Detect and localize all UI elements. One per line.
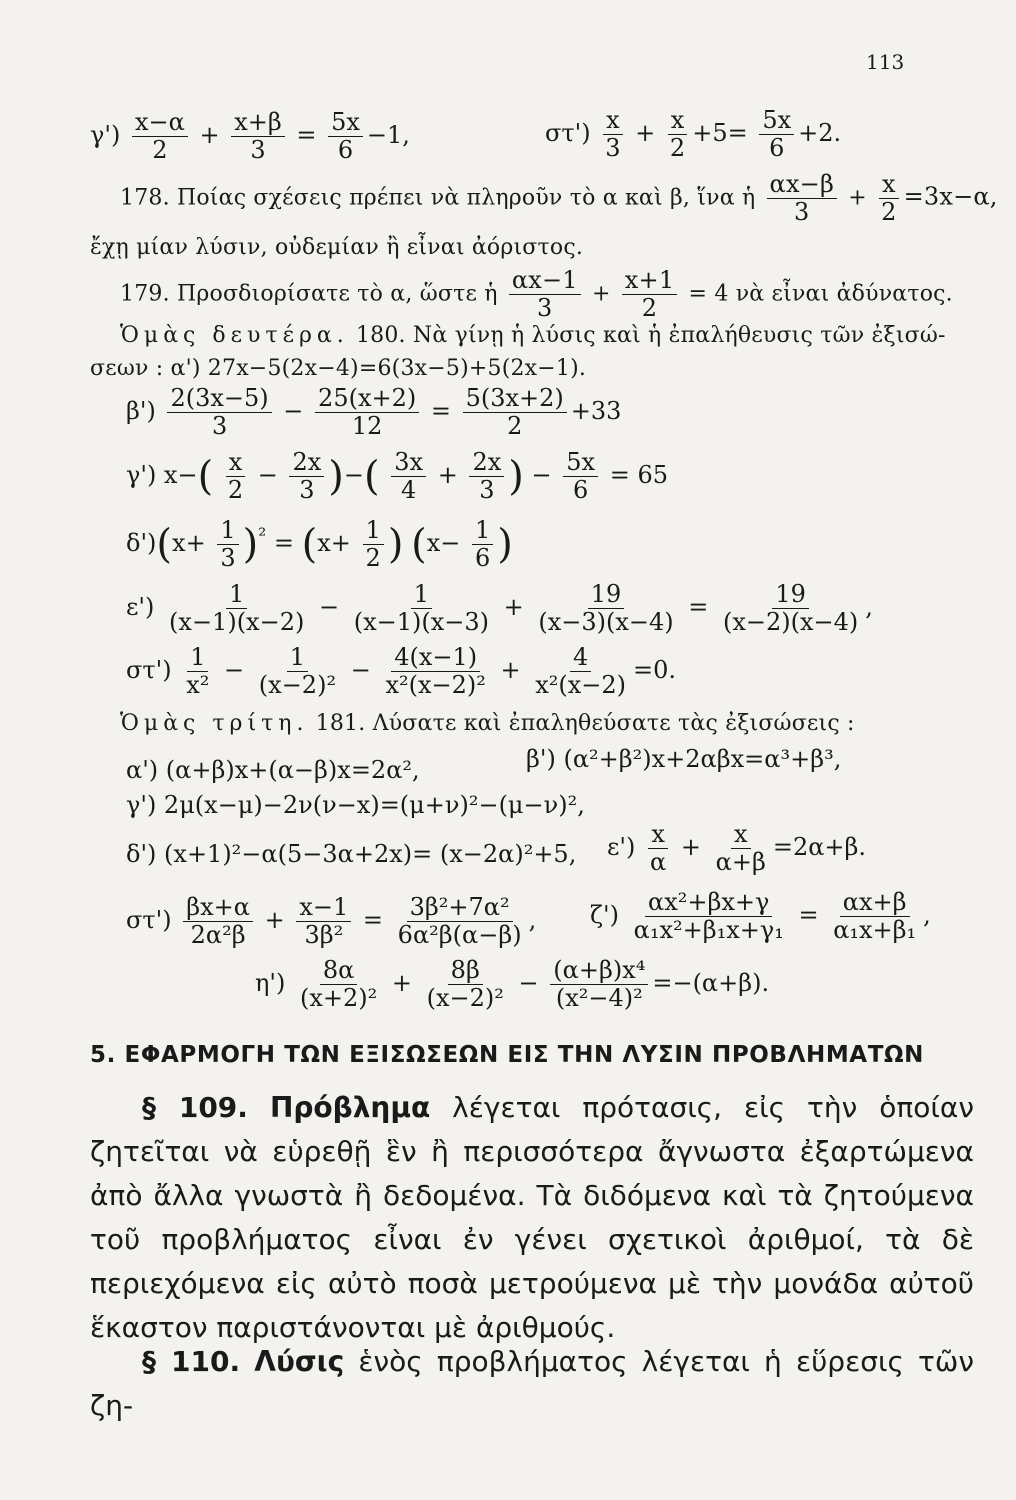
- fraction: $\frac{19}{(x-3)(x-4)}$: [538, 580, 674, 637]
- exercise-181-st: στ') $\frac{\beta x+\alpha}{\text{2α²β}}$ + $\frac{x-1}{\text{3β²}}$ = $\frac{\text{3β²+7α²}}{\text{6α²β(α−β)}}$ ,: [126, 893, 537, 950]
- problem-179: 179. Προσδιορίσατε τὸ α, ὥστε ἡ $\frac{\alpha x-1}{3}$ + $\frac{x+1}{2}$ = 4 νὰ εἶναι ἀδύνατος.: [120, 266, 953, 323]
- fraction: $\frac{1}{3}$: [217, 518, 238, 571]
- fraction: $\frac{x}{3}$: [602, 108, 623, 161]
- fraction: $\frac{x+\beta}{3}$: [231, 110, 285, 163]
- fraction: $\frac{\beta x+\alpha}{\text{2α²β}}$: [183, 895, 253, 948]
- fraction: $\frac{1}{6}$: [472, 518, 493, 571]
- exercise-180-beta: β') $\frac{2(3x-5)}{3}$ − $\frac{25(x+2)}{12}$ = $\frac{5(3x+2)}{2}$ +33: [126, 384, 622, 441]
- fraction: $\frac{5x}{6}$: [328, 110, 363, 163]
- fraction: $\frac{1}{(x-1)(x-3)}$: [353, 580, 489, 637]
- fraction: $\frac{\alpha x+\beta}{\text{α₁x+β₁}}$: [833, 888, 917, 945]
- fraction: $\frac{1}{\text{(x−2)²}}$: [258, 643, 337, 700]
- fraction: $\frac{1}{(x-1)(x-2)}$: [169, 580, 305, 637]
- section-heading: 5. ΕΦΑΡΜΟΓΗ ΤΩΝ ΕΞΙΣΩΣΕΩΝ ΕΙΣ ΤΗΝ ΛΥΣΙΝ ΠΡΟΒΛΗΜΑΤΩΝ: [90, 1042, 924, 1068]
- fraction: $\frac{x-\alpha}{2}$: [132, 110, 188, 163]
- group-title: Ὁμὰς τρίτη.: [120, 711, 309, 736]
- exercise-180-epsilon: ε') $\frac{1}{(x-1)(x-2)}$ − $\frac{1}{(x-1)(x-3)}$ + $\frac{19}{(x-3)(x-4)}$ = $\frac{19}{(x-2)(x-4)}$ ,: [126, 580, 873, 637]
- fraction: $\frac{\text{(α+β)x⁴}}{\text{(x²−4)²}}$: [550, 958, 648, 1011]
- fraction: $\frac{x}{2}$: [878, 172, 899, 225]
- label: γ'): [90, 121, 121, 150]
- fraction: $\frac{5x}{6}$: [563, 450, 598, 503]
- fraction: $\frac{x-1}{\text{3β²}}$: [296, 895, 351, 948]
- exercise-180-delta: δ')(x+ $\frac{1}{3}$ )$^{^2}$ = (x+ $\frac{1}{2}$ ) (x− $\frac{1}{6}$ ): [126, 516, 513, 573]
- group-2-heading: Ὁμὰς δευτέρα. 180. Νὰ γίνῃ ἡ λύσις καὶ ἡ ἐπαλήθευσις τῶν ἐξισώ-: [120, 323, 946, 348]
- exercise-181-beta: β') (α²+β²)x+2αβx=α³+β³,: [526, 745, 842, 773]
- exercise-181-gamma: γ') 2μ(x−μ)−2ν(ν−x)=(μ+ν)²−(μ−ν)²,: [126, 791, 585, 819]
- fraction: $\frac{\alpha x-\beta}{3}$: [767, 172, 838, 225]
- fraction: $\frac{2x}{3}$: [469, 450, 504, 503]
- exercise-181-zeta: ζ') $\frac{\text{αx²+βx+γ}}{\text{α₁x²+β₁x+γ₁}}$ = $\frac{\alpha x+\beta}{\text{α₁x+β₁}}$ ,: [590, 888, 931, 945]
- exercise-st: στ') $\frac{x}{3}$ + $\frac{x}{2}$ +5= $\frac{5x}{6}$ +2.: [545, 106, 842, 163]
- fraction: $\frac{2(3x-5)}{3}$: [167, 386, 271, 439]
- fraction: $\frac{1}{\text{x²}}$: [186, 643, 210, 700]
- fraction: $\frac{3x}{4}$: [391, 450, 426, 503]
- fraction: $\frac{4(x-1)}{\text{x²(x−2)²}}$: [385, 643, 486, 700]
- fraction: $\frac{19}{(x-2)(x-4)}$: [723, 580, 859, 637]
- fraction: $\frac{8\alpha}{\text{(x+2)²}}$: [299, 956, 378, 1013]
- fraction: $\frac{x}{2}$: [225, 450, 246, 503]
- defined-term: Λύσις: [254, 1345, 345, 1378]
- fraction: $\frac{1}{2}$: [363, 518, 384, 571]
- problem-178: 178. Ποίας σχέσεις πρέπει νὰ πληροῦν τὸ α καὶ β, ἵνα ἡ $\frac{\alpha x-\beta}{3}$ + $\frac{x}{2}$ =3x−α,: [120, 170, 998, 227]
- fraction: $\frac{x}{\alpha}$: [650, 820, 667, 877]
- exercise-181-epsilon: ε') $\frac{x}{\alpha}$ + $\frac{x}{\alpha+\beta}$ =2α+β.: [607, 820, 867, 877]
- exercise-181-eta: η') $\frac{8\alpha}{\text{(x+2)²}}$ + $\frac{8\beta}{\text{(x−2)²}}$ − $\frac{\text{(α+β)x⁴}}{\text{(x²−4)²}}$ =−(α+β).: [255, 956, 770, 1013]
- exercise-180-alpha: σεων : α') 27x−5(2x−4)=6(3x−5)+5(2x−1).: [90, 356, 587, 381]
- fraction: $\frac{25(x+2)}{12}$: [315, 386, 419, 439]
- fraction: $\frac{4}{\text{x²(x−2)}}$: [535, 643, 627, 700]
- section-number: § 109.: [142, 1091, 248, 1124]
- section-number: § 110.: [142, 1345, 241, 1378]
- exercise-gamma: γ') $\frac{x-\alpha}{2}$ + $\frac{x+\beta}{3}$ = $\frac{5x}{6}$ −1,: [90, 108, 410, 165]
- page-number: 113: [866, 50, 905, 74]
- exercise-181-delta: δ') (x+1)²−α(5−3α+2x)= (x−2α)²+5,: [126, 840, 577, 868]
- exercise-180-gamma: γ') x−( $\frac{x}{2}$ − $\frac{2x}{3}$ )−( $\frac{3x}{4}$ + $\frac{2x}{3}$ ) − $\frac{5x}{6}$ = 65: [126, 448, 668, 505]
- fraction: $\frac{5x}{6}$: [759, 108, 794, 161]
- fraction: $\frac{\alpha x-1}{3}$: [509, 268, 581, 321]
- defined-term: Πρόβλημα: [269, 1091, 431, 1124]
- fraction: $\frac{2x}{3}$: [289, 450, 324, 503]
- group-title: Ὁμὰς δευτέρα.: [120, 323, 349, 348]
- fraction: $\frac{x}{\alpha+\beta}$: [715, 820, 766, 877]
- fraction: $\frac{8\beta}{\text{(x−2)²}}$: [426, 956, 504, 1013]
- group-3-heading: Ὁμὰς τρίτη. 181. Λύσατε καὶ ἐπαληθεύσατε τὰς ἐξισώσεις :: [120, 711, 855, 736]
- paragraph-109: § 109. Πρόβλημα λέγεται πρότασις, εἰς τὴν ὁποίαν ζητεῖται νὰ εὑρεθῇ ἓν ἢ περισσότερα ἄγνωστα ἐξαρτώμενα ἀπὸ ἄλλα γνωστὰ ἢ δεδομένα. Τὰ διδόμενα καὶ τὰ ζητούμενα τοῦ προβλήματος εἶναι ἐν γένει σχετικοὶ ἀριθμοί, τὰ δὲ περιεχόμενα εἰς αὐτὸ ποσὰ μετρούμενα μὲ τὴν μονάδα αὐτοῦ ἕκαστον παριστάνονται μὲ ἀριθμούς.: [90, 1091, 974, 1344]
- exercise-180-st: στ') $\frac{1}{\text{x²}}$ − $\frac{1}{\text{(x−2)²}}$ − $\frac{4(x-1)}{\text{x²(x−2)²}}$ + $\frac{4}{\text{x²(x−2)}}$ =0.: [126, 643, 677, 700]
- exercise-181-alpha: α') (α+β)x+(α−β)x=2α²,: [126, 756, 420, 784]
- paragraph-110: § 110. Λύσις ἑνὸς προβλήματος λέγεται ἡ εὕρεσις τῶν ζη-: [90, 1345, 974, 1422]
- fraction: $\frac{x+1}{2}$: [622, 268, 678, 321]
- fraction: $\frac{\text{3β²+7α²}}{\text{6α²β(α−β)}}$: [397, 893, 522, 950]
- problem-178-line2: ἔχῃ μίαν λύσιν, οὐδεμίαν ἢ εἶναι ἀόριστος.: [90, 235, 584, 260]
- fraction: $\frac{5(3x+2)}{2}$: [463, 386, 567, 439]
- fraction: $\frac{x}{2}$: [667, 108, 688, 161]
- fraction: $\frac{\text{αx²+βx+γ}}{\text{α₁x²+β₁x+γ₁}}$: [633, 888, 784, 945]
